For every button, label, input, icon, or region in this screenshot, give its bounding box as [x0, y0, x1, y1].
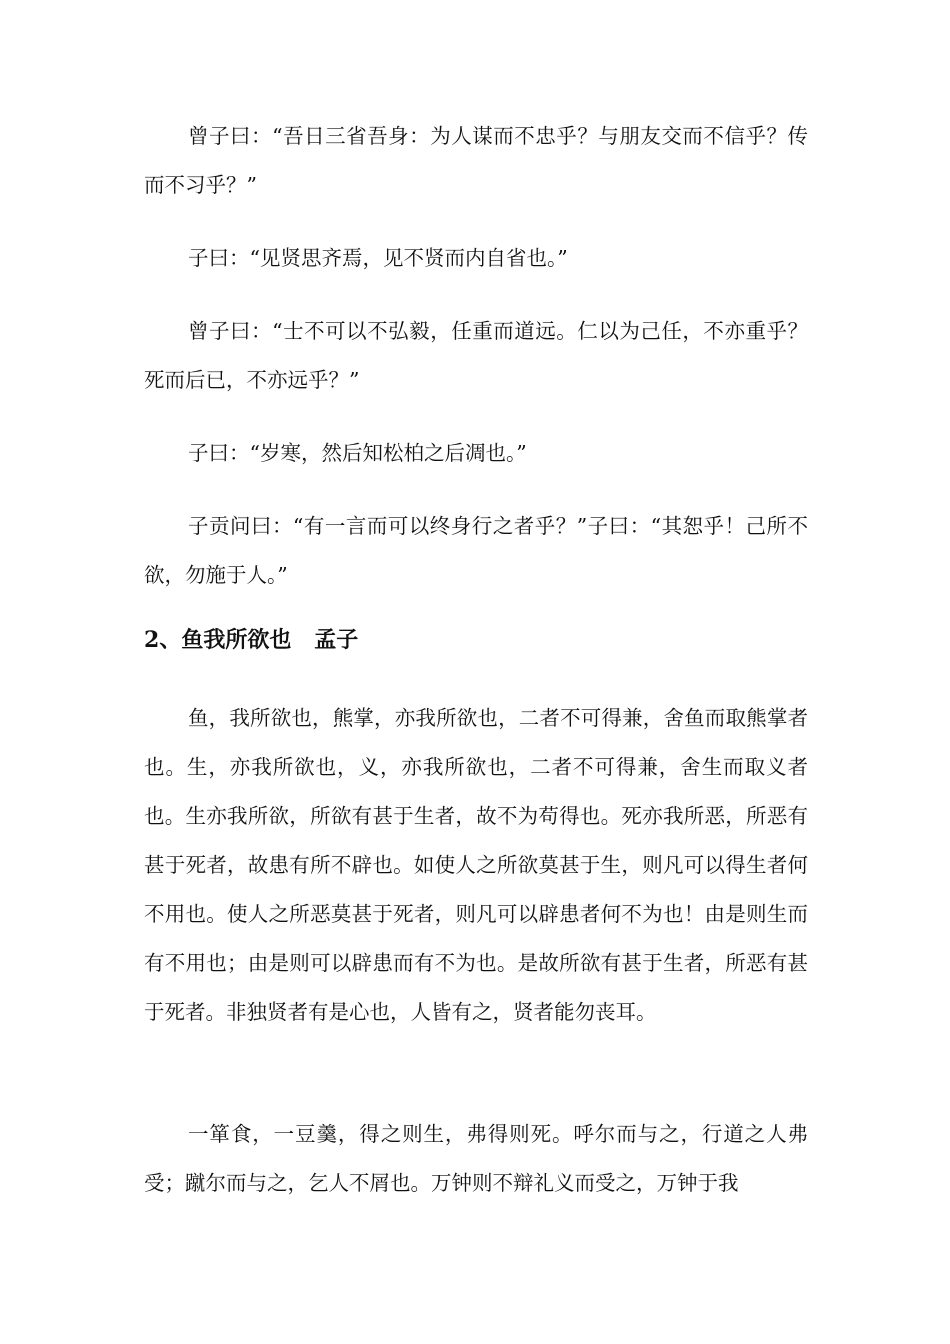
paragraph-zi-1: 子曰：“见贤思齐焉，见不贤而内自省也。”	[188, 246, 568, 270]
paragraph-zengzi-2: 曾子曰：“士不可以不弘毅，任重而道远。仁以为己任，不亦重乎？死而后已，不亦远乎？”	[144, 319, 808, 392]
paragraph-yu-wo-suo-yu: 鱼，我所欲也，熊掌，亦我所欲也，二者不可得兼，舍鱼而取熊掌者也。生，亦我所欲也，义，亦我所欲也，二者不可得兼，舍生而取义者也。生亦我所欲，所欲有甚于生者，故不为苟得也。死亦我所恶，所恶有甚于死者，故患有所不辟也。如使人之所欲莫甚于生，则凡可以得生者何不用也。使人之所恶莫甚于死者，则凡可以辟患者何不为也！由是则生而有不用也；由是则可以辟患而有不为也。是故所欲有甚于生者，所恶有甚于死者。非独贤者有是心也，人皆有之，贤者能勿丧耳。	[144, 706, 808, 1024]
paragraph-zigong: 子贡问曰：“有一言而可以终身行之者乎？”子曰：“其恕乎！己所不欲，勿施于人。”	[144, 514, 808, 587]
paragraph-zengzi-1: 曾子曰：“吾日三省吾身：为人谋而不忠乎？与朋友交而不信乎？传而不习乎？”	[144, 124, 808, 197]
section-heading	[144, 620, 808, 660]
paragraph-zi-2: 子曰：“岁寒，然后知松柏之后凋也。”	[188, 441, 527, 465]
heading-title: 、鱼我所欲也 孟子	[159, 627, 359, 653]
heading-number: 2	[144, 627, 160, 653]
paragraph-yi-dan-shi: 一箪食，一豆羹，得之则生，弗得则死。呼尔而与之，行道之人弗受；蹴尔而与之，乞人不屑也。万钟则不辩礼义而受之，万钟于我	[144, 1122, 808, 1195]
